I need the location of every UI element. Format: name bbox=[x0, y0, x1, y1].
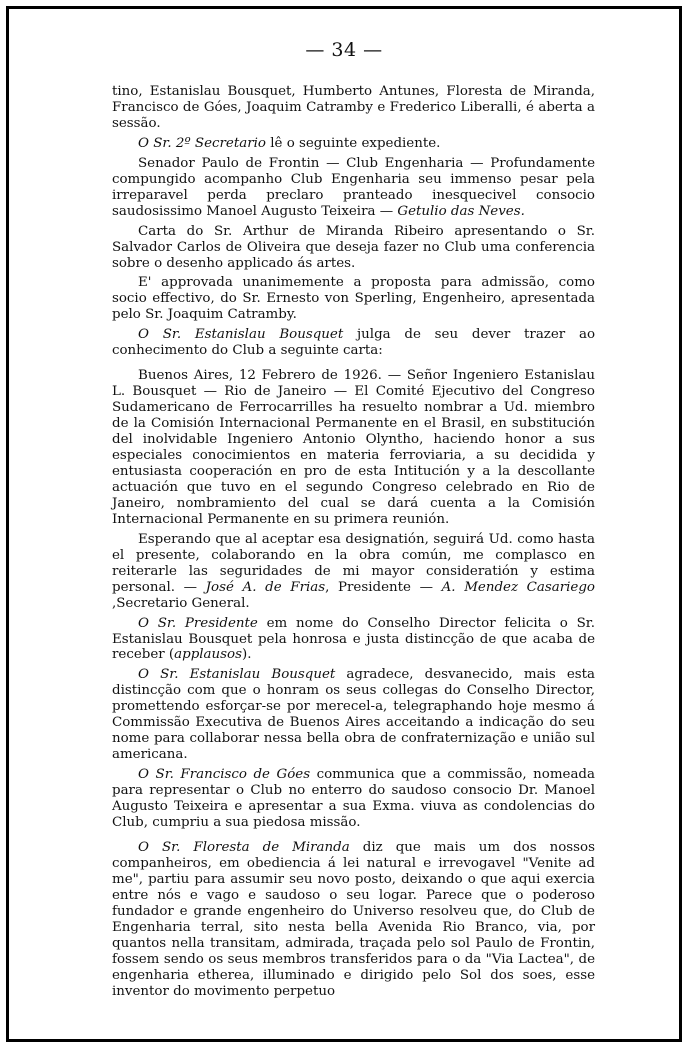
paragraph bbox=[112, 224, 595, 272]
paragraph bbox=[112, 84, 595, 132]
italic-text: O Sr. 2º Secretario bbox=[138, 135, 266, 151]
italic-text: Getulio das Neves. bbox=[397, 203, 525, 219]
text-run: Carta do Sr. Arthur de Miranda Ribeiro apresentando o Sr. Salvador Carlos de Oliveira que deseja fazer no Club uma conferencia sobre o desenho applicado ás artes. bbox=[112, 223, 595, 271]
text-run: Esperando que al aceptar esa designatión, seguirá Ud. como hasta el presente, colaborando en la obra común, me complasco en reiterarle las seguridades de mi mayor consideratión y estima personal. — bbox=[112, 531, 595, 595]
text-run: diz que mais um dos nossos companheiros, em obediencia á lei natural e irrevogavel "Venite ad me", partiu para assumir seu novo posto, deixando o que aqui exercia entre nós e vago e saudoso o seu logar. Parece que o poderoso fundador e grande engenheiro do Universo resolveu que, do Club de Engenharia terral, sito nesta bella Avenida Rio Branco, via, por quantos nella transitam, admirada, traçada pelo sol Paulo de Frontin, fossem sendo os seus membros transferidos para o da "Via Lactea", de engenharia etherea, illuminado e dirigido pelo Sol dos soes, esse inventor do movimento perpetuo bbox=[112, 839, 595, 999]
page-frame bbox=[6, 6, 682, 1042]
paragraph bbox=[112, 136, 595, 152]
paragraph bbox=[112, 840, 595, 1000]
italic-text: O Sr. Floresta de Miranda bbox=[138, 839, 350, 855]
italic-text: O Sr. Francisco de Góes bbox=[138, 767, 311, 783]
text-run: , Presidente — bbox=[325, 579, 442, 595]
text-run: communica que a commissão, nomeada para representar o Club no enterro do saudoso consocio Dr. Manoel Augusto Teixeira e apresentar a sua Exma. viuva as condolencias do Club, cumpriu a sua piedosa missão. bbox=[112, 767, 595, 830]
text-run: ). bbox=[241, 647, 252, 663]
paragraph bbox=[112, 767, 595, 831]
text-run: Senador Paulo de Frontin — Club Engenharia — Profundamente compungido acompanho Club Engenharia seu immenso pesar pela irreparavel perda preclaro pranteado inesquecivel consocio saudosissimo Manoel Augusto Teixeira — bbox=[112, 155, 595, 219]
text-run: julga de seu dever trazer ao conhecimento do Club a seguinte carta: bbox=[112, 327, 596, 359]
italic-text: applausos bbox=[174, 647, 242, 663]
italic-text: O Sr. Estanislau Bousquet bbox=[138, 667, 336, 683]
text-run: em nome do Conselho Director felicita o Sr. Estanislau Bousquet pela honrosa e justa distincção de que acaba de receber ( bbox=[112, 615, 595, 663]
text-run: Buenos Aires, 12 Febrero de 1926. — Señor Ingeniero Estanislau L. Bousquet — Rio de Janeiro — El Comité Ejecutivo del Congreso Sudamericano de Ferrocarrilles ha resuelto nombrar a Ud. miembro de la Comisión Internacional Permanente en el Brasil, en substitución del inolvidable Ingeniero Antonio Olyntho, haciendo honor a sus especiales conocimientos en materia ferroviaria, a su decidida y entusiasta cooperación en pro de esta Intitución y a la descollante actuación que tuvo en el segundo Congreso celebrado en Rio de Janeiro, nombramiento del cual se dará cuenta a la Comisión Internacional Permanente en su primera reunión. bbox=[112, 368, 595, 527]
page-body bbox=[112, 84, 595, 999]
italic-text: José A. de Frias bbox=[205, 579, 326, 595]
italic-text: O Sr. Estanislau Bousquet bbox=[138, 327, 344, 343]
paragraph bbox=[112, 532, 595, 612]
italic-text: A. Mendez Casariego bbox=[441, 579, 595, 595]
paragraph bbox=[112, 667, 595, 763]
text-run: E' approvada unanimemente a proposta para admissão, como socio effectivo, do Sr. Ernesto von Sperling, Engenheiro, apresentada pelo Sr. Joaquim Catramby. bbox=[112, 275, 595, 323]
paragraph bbox=[112, 327, 595, 359]
text-run: tino, Estanislau Bousquet, Humberto Antunes, Floresta de Miranda, Francisco de Góes, Joaquim Catramby e Frederico Liberalli, é aberta a sessão. bbox=[112, 84, 595, 131]
text-run: lê o seguinte expediente. bbox=[265, 135, 441, 151]
paragraph bbox=[112, 275, 595, 323]
paragraph bbox=[112, 156, 595, 220]
paragraph bbox=[112, 616, 595, 664]
text-run: agradece, desvanecido, mais esta distincção com que o honram os seus collegas do Conselho Director, promettendo esforçar-se por merecel-a, telegraphando hoje mesmo á Commissão Executiva de Buenos Aires acceitando a indicação do seu nome para collaborar nessa bella obra de confraternização e união sul americana. bbox=[112, 667, 596, 763]
italic-text: O Sr. Presidente bbox=[138, 615, 258, 631]
page-number: — 34 — bbox=[305, 39, 383, 61]
paragraph bbox=[112, 368, 595, 528]
text-run: ,Secretario General. bbox=[112, 595, 250, 611]
